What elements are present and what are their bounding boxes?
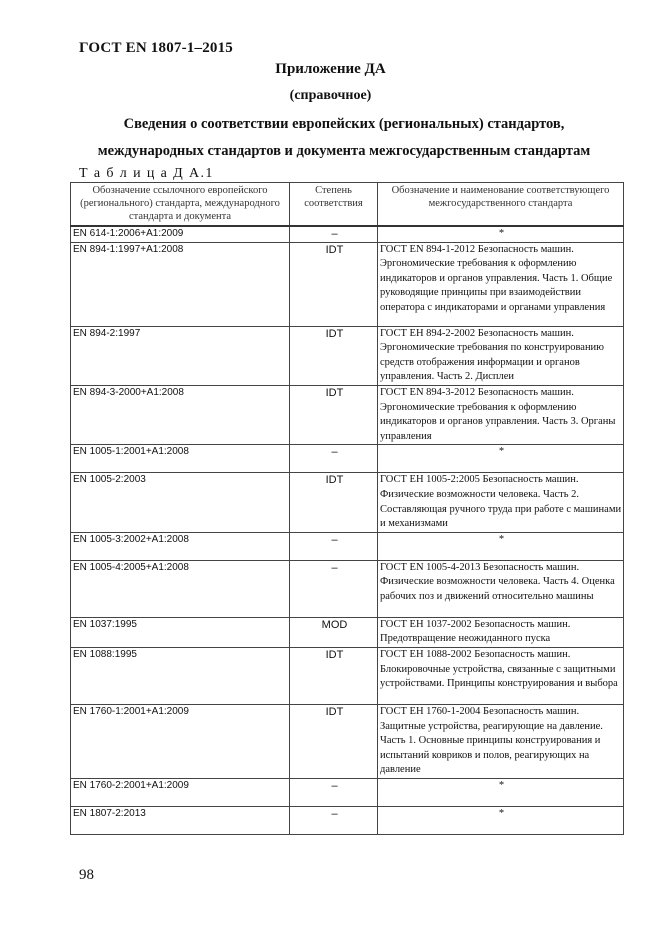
- annex-note: (справочное): [289, 88, 372, 103]
- table-row: [71, 532, 624, 560]
- table-row: [71, 704, 624, 778]
- reference-code: EN 894-3-2000+A1:2008: [71, 385, 290, 444]
- reference-code: EN 894-1:1997+A1:2008: [71, 242, 290, 326]
- annex-description: Сведения о соответствии европейских (региональных) стандартов, международных стандартов и документа межгосударственным стандартам: [97, 116, 591, 159]
- interstate-standard: *: [378, 226, 624, 242]
- table-label: Т а б л и ц а Д А.1: [79, 166, 214, 181]
- interstate-standard: *: [378, 445, 624, 473]
- degree-value: –: [290, 532, 378, 560]
- reference-code: EN 1088:1995: [71, 647, 290, 704]
- table-header-row: [71, 183, 624, 227]
- interstate-standard: ГОСТ EN 1005-4-2013 Безопасность машин. Физические возможности человека. Часть 4. Оценка рабочих поз и движений относительно машины: [378, 560, 624, 617]
- reference-code: EN 1037:1995: [71, 617, 290, 647]
- column-header-degree: Степень соответствия: [290, 183, 378, 227]
- reference-code: EN 1005-4:2005+A1:2008: [71, 560, 290, 617]
- degree-value: IDT: [290, 647, 378, 704]
- degree-value: IDT: [290, 473, 378, 532]
- page-number: 98: [79, 867, 94, 883]
- column-header-interstate-standard: Обозначение и наименование соответствующего межгосударственного стандарта: [378, 183, 624, 227]
- reference-code: EN 1005-2:2003: [71, 473, 290, 532]
- interstate-standard: *: [378, 806, 624, 834]
- reference-code: EN 1760-2:2001+A1:2009: [71, 778, 290, 806]
- degree-value: IDT: [290, 326, 378, 385]
- interstate-standard: ГОСТ EH 1005-2:2005 Безопасность машин. Физические возможности человека. Часть 2. Составляющая ручного труда при работе с машинами и механизмами: [378, 473, 624, 532]
- interstate-standard: ГОСТ EN 894-3-2012 Безопасность машин. Эргономические требования к оформлению индикаторов и органов управления. Часть 3. Органы управления: [378, 385, 624, 444]
- degree-value: –: [290, 778, 378, 806]
- degree-value: –: [290, 445, 378, 473]
- degree-value: –: [290, 560, 378, 617]
- degree-value: IDT: [290, 385, 378, 444]
- table-row: [71, 326, 624, 385]
- interstate-standard: ГОСТ EH 1088-2002 Безопасность машин. Блокировочные устройства, связанные с защитными устройствами. Принципы конструирования и выбора: [378, 647, 624, 704]
- reference-code: EN 614-1:2006+A1:2009: [71, 226, 290, 242]
- interstate-standard: ГОСТ EH 1760-1-2004 Безопасность машин. Защитные устройства, реагирующие на давление. Часть 1. Основные принципы конструирования и испытаний ковриков и полов, реагирующих на давление: [378, 704, 624, 778]
- degree-value: –: [290, 226, 378, 242]
- column-header-reference-standard: Обозначение ссылочного европейского (регионального) стандарта, международного стандарта и документа: [71, 183, 290, 227]
- degree-value: –: [290, 806, 378, 834]
- table-row: [71, 473, 624, 532]
- interstate-standard: *: [378, 778, 624, 806]
- interstate-standard: ГОСТ EH 1037-2002 Безопасность машин. Предотвращение неожиданного пуска: [378, 617, 624, 647]
- degree-value: IDT: [290, 242, 378, 326]
- reference-code: EN 1005-3:2002+A1:2008: [71, 532, 290, 560]
- table-row: [71, 617, 624, 647]
- interstate-standard: *: [378, 532, 624, 560]
- table-row: [71, 560, 624, 617]
- reference-code: EN 894-2:1997: [71, 326, 290, 385]
- interstate-standard: ГОСТ EH 894-2-2002 Безопасность машин. Эргономические требования по конструированию средств отображения информации и органов управления. Часть 2. Дисплеи: [378, 326, 624, 385]
- document-code: ГОСТ EN 1807-1–2015: [79, 40, 233, 56]
- table-row: [71, 778, 624, 806]
- table-row: [71, 445, 624, 473]
- interstate-standard: ГОСТ EN 894-1-2012 Безопасность машин. Эргономические требования к оформлению индикаторов и органов управления. Часть 1. Общие руководящие принципы при взаимодействии оператора с индикаторами и органами управления: [378, 242, 624, 326]
- degree-value: IDT: [290, 704, 378, 778]
- reference-code: EN 1807-2:2013: [71, 806, 290, 834]
- table-row: [71, 647, 624, 704]
- reference-code: EN 1005-1:2001+A1:2008: [71, 445, 290, 473]
- reference-code: EN 1760-1:2001+A1:2009: [71, 704, 290, 778]
- table-row: [71, 385, 624, 444]
- table-row: [71, 806, 624, 834]
- annex-title: Приложение ДА: [275, 61, 386, 77]
- degree-value: MOD: [290, 617, 378, 647]
- table-row: [71, 226, 624, 242]
- correspondence-table: [70, 182, 624, 835]
- table-row: [71, 242, 624, 326]
